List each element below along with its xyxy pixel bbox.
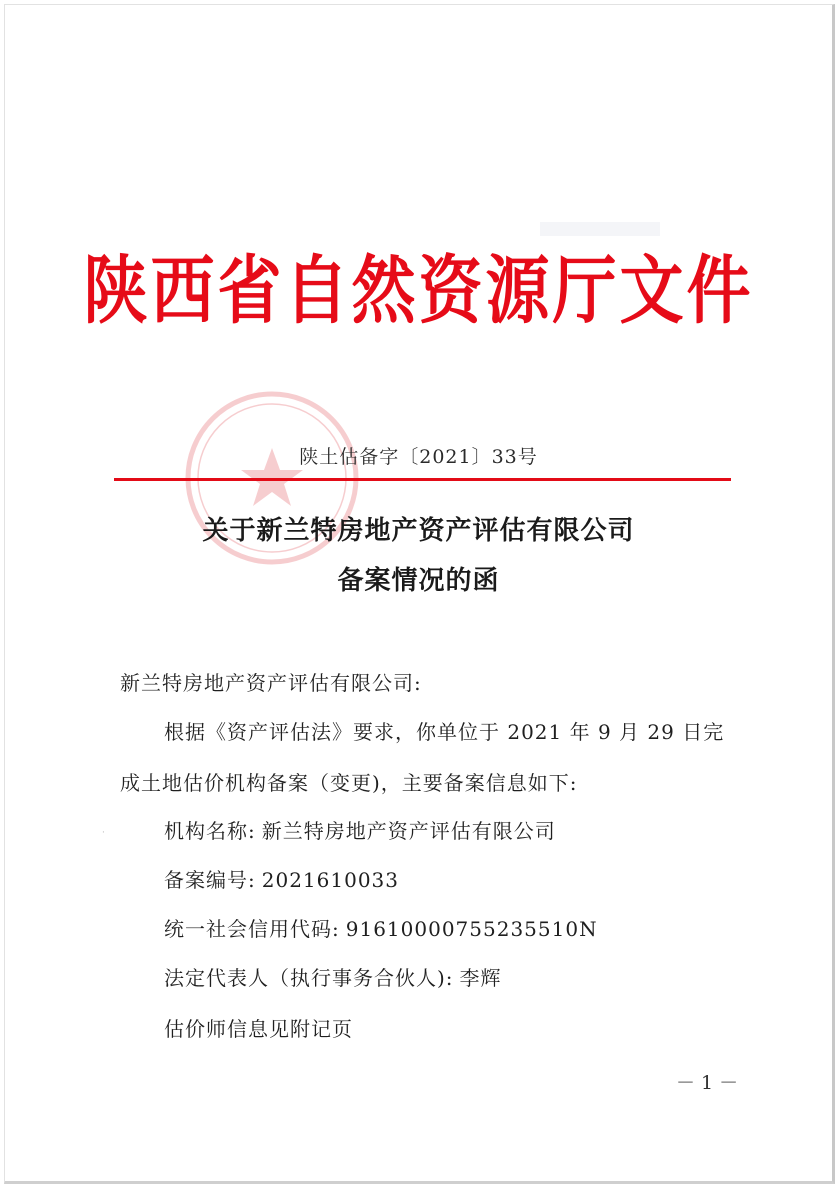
field-value: 2021610033 xyxy=(261,868,399,892)
field-value: 91610000755235510N xyxy=(345,917,598,941)
salutation: 新兰特房地产资产评估有限公司: xyxy=(120,671,422,695)
field-filing-number xyxy=(164,864,399,893)
paragraph-line-1: 根据《资产评估法》要求，你单位于 2021 年 9 月 29 日完 xyxy=(164,720,725,744)
field-label: 统一社会信用代码: xyxy=(164,917,340,941)
field-legal-representative xyxy=(164,962,502,991)
field-institution-name xyxy=(164,815,556,844)
field-value: 新兰特房地产资产评估有限公司 xyxy=(261,819,556,843)
field-label: 备案编号: xyxy=(164,868,256,892)
subject-line-1: 关于新兰特房地产资产评估有限公司 xyxy=(202,516,635,546)
subject-line-2: 备案情况的函 xyxy=(337,566,500,596)
field-label: 机构名称: xyxy=(164,819,256,843)
appraiser-note: 估价师信息见附记页 xyxy=(164,1017,353,1041)
red-separator-line xyxy=(114,478,731,481)
field-value: 李辉 xyxy=(459,966,502,990)
page-number: －1－ xyxy=(676,1072,745,1094)
field-credit-code xyxy=(164,913,598,942)
scan-speck: · xyxy=(102,828,105,838)
field-label: 法定代表人（执行事务合伙人): xyxy=(164,966,454,990)
document-header-title: 陕西省自然资源厅文件 xyxy=(83,248,754,335)
document-number: 陕土估备字〔2021〕33号 xyxy=(299,446,538,468)
paragraph-line-2: 成土地估价机构备案（变更)，主要备案信息如下: xyxy=(120,771,578,795)
